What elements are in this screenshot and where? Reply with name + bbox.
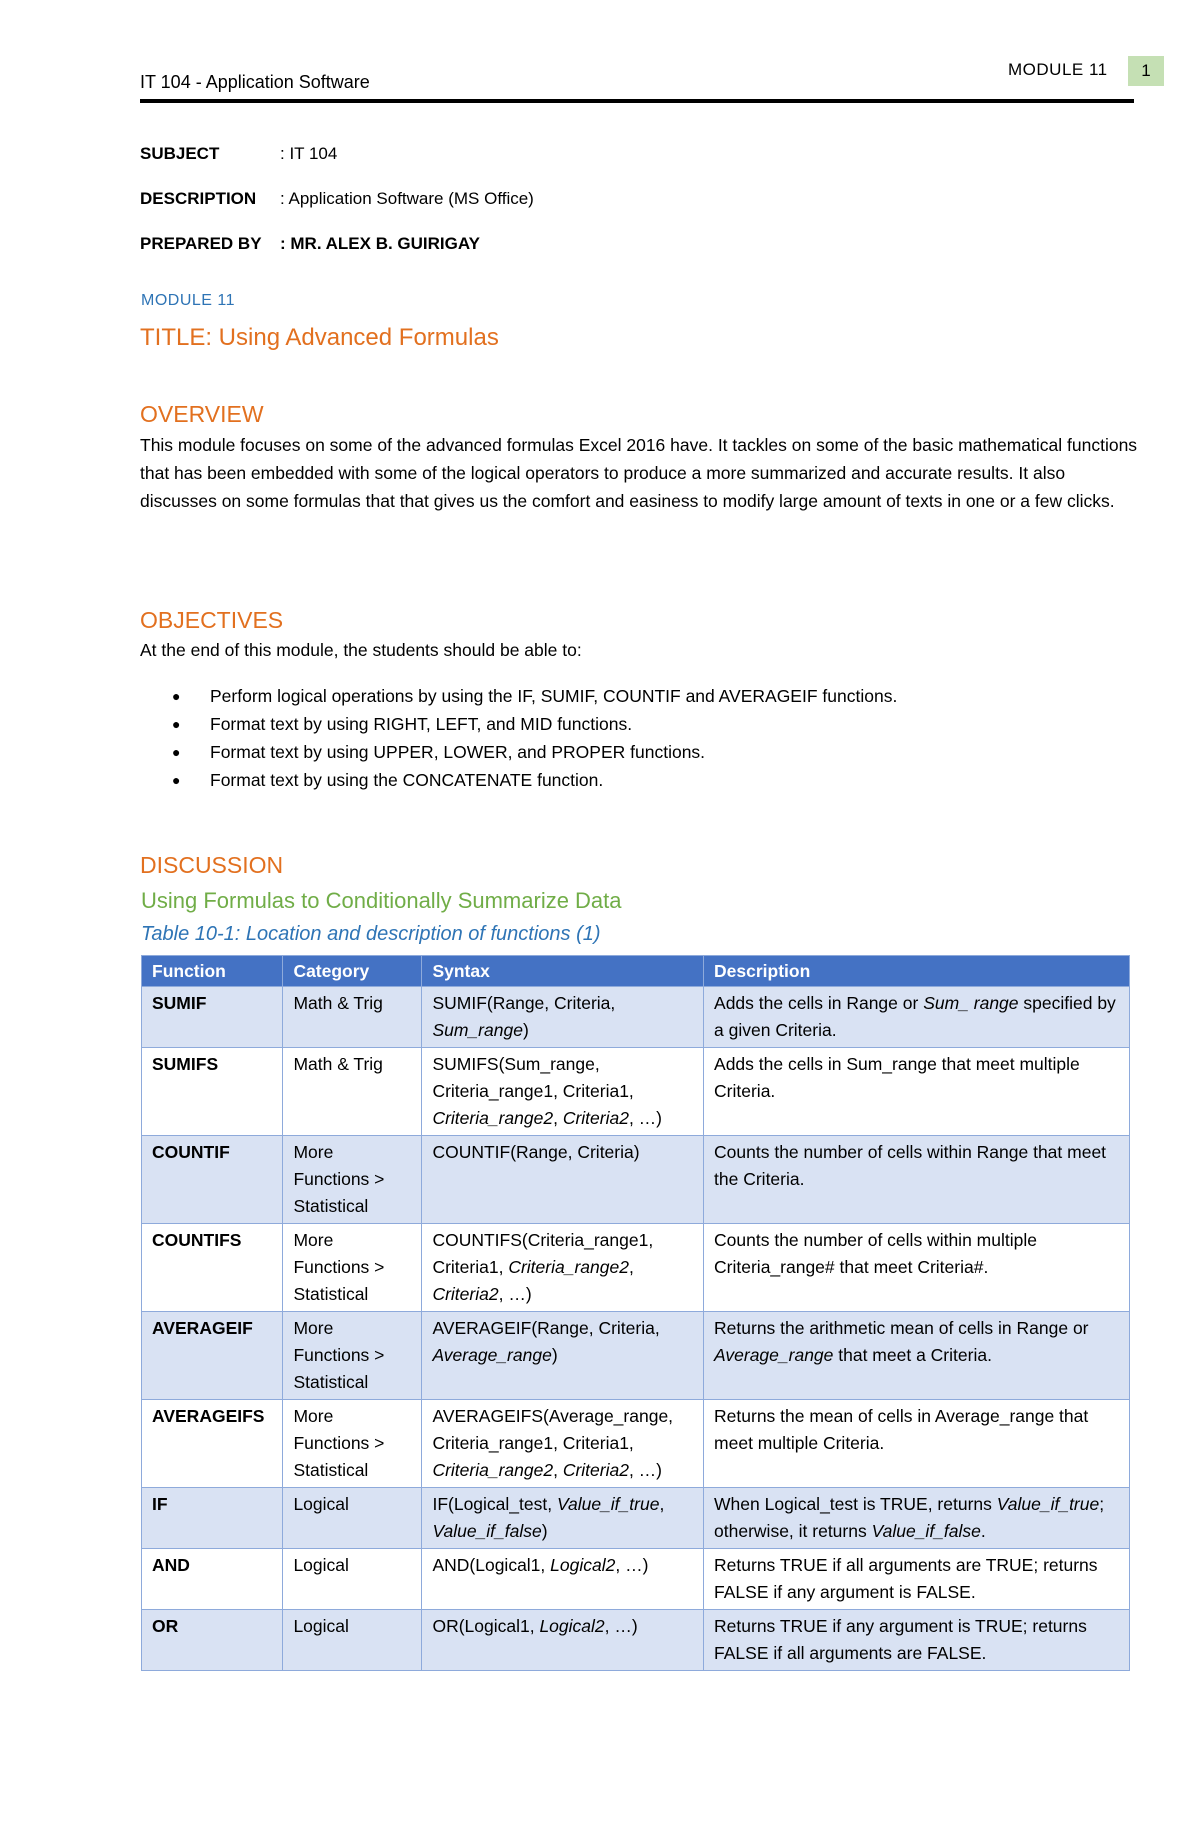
cell-category: Logical [283, 1488, 422, 1549]
cell-syntax [422, 1400, 704, 1488]
cell-text-run: Returns TRUE if all arguments are TRUE; returns FALSE if any argument is FALSE. [714, 1555, 1098, 1602]
cell-function: OR [142, 1610, 283, 1671]
list-item [140, 738, 897, 766]
cell-text-run: OR(Logical1, [432, 1616, 540, 1636]
cell-text-run: COUNTIFS(Criteria_range1, Criteria1, [432, 1230, 654, 1277]
functions-table [141, 955, 1130, 1671]
cell-text-run: Sum_range [432, 1020, 523, 1040]
cell-text-run: . [980, 1521, 986, 1541]
cell-description [704, 1488, 1130, 1549]
table-row [142, 987, 1130, 1048]
meta-description-value: : Application Software (MS Office) [280, 189, 534, 208]
cell-text-run: Adds the cells in Range or [714, 993, 924, 1013]
cell-text-run: Criteria_range2 [508, 1257, 629, 1277]
cell-text-run: ) [522, 1020, 529, 1040]
cell-description [704, 1312, 1130, 1400]
cell-syntax [422, 1136, 704, 1224]
column-header-syntax: Syntax [422, 956, 704, 987]
cell-text-run: AND(Logical1, [432, 1555, 551, 1575]
cell-text-run: Returns the arithmetic mean of cells in Range or [714, 1318, 1089, 1338]
cell-text-run: Criteria2 [562, 1108, 629, 1128]
bullet-icon: ● [172, 772, 181, 788]
list-item [140, 766, 897, 794]
table-row [142, 1312, 1130, 1400]
meta-subject [140, 144, 534, 189]
cell-text-run: specified by a given Criteria. [714, 993, 1116, 1040]
cell-description [704, 1400, 1130, 1488]
cell-text-run: Value_if_false [871, 1521, 981, 1541]
cell-description [704, 987, 1130, 1048]
cell-text-run: Criteria2 [562, 1460, 629, 1480]
bullet-icon: ● [172, 688, 181, 704]
cell-text-run: Criteria_range2 [432, 1460, 554, 1480]
cell-text-run: , …) [615, 1555, 649, 1575]
cell-text-run: Value_if_true [556, 1494, 660, 1514]
table-row [142, 1610, 1130, 1671]
overview-text: This module focuses on some of the advanced formulas Excel 2016 have. It tackles on some of the basic mathematical functions that has been embedded with some of the logical operators to produce a more summarized and accurate results. It also discusses on some formulas that that gives us the comfort and easiness to modify large amount of texts in one or a few clicks. [140, 435, 1138, 511]
table-row [142, 1488, 1130, 1549]
cell-category: More Functions > Statistical [283, 1400, 422, 1488]
cell-text-run: ; otherwise, it returns [714, 1494, 1105, 1541]
cell-text-run: Logical2 [550, 1555, 616, 1575]
cell-text-run: , …) [628, 1460, 663, 1480]
cell-text-run: , [553, 1460, 563, 1480]
cell-text-run: that meet a Criteria. [833, 1345, 992, 1365]
cell-description [704, 1136, 1130, 1224]
cell-category: Math & Trig [283, 987, 422, 1048]
cell-description [704, 1048, 1130, 1136]
cell-function: IF [142, 1488, 283, 1549]
meta-prepared-label: PREPARED BY [140, 234, 262, 253]
cell-syntax [422, 1610, 704, 1671]
cell-text-run: , [553, 1108, 563, 1128]
cell-text-run: Average_range [432, 1345, 552, 1365]
module-label: MODULE 11 [141, 292, 236, 309]
cell-text-run: , …) [604, 1616, 638, 1636]
cell-text-run: Counts the number of cells within Range that meet the Criteria. [714, 1142, 1107, 1189]
meta-subject-label: SUBJECT [140, 144, 220, 163]
cell-syntax [422, 1224, 704, 1312]
cell-text-run: Returns the mean of cells in Average_range that meet multiple Criteria. [714, 1406, 1089, 1453]
meta-subject-value: : IT 104 [280, 144, 338, 163]
table-row [142, 1400, 1130, 1488]
cell-category: Logical [283, 1610, 422, 1671]
cell-function: AVERAGEIF [142, 1312, 283, 1400]
objectives-list [140, 682, 897, 794]
objective-text: Format text by using UPPER, LOWER, and PROPER functions. [210, 741, 706, 762]
cell-description [704, 1549, 1130, 1610]
cell-text-run: Adds the cells in Sum_range that meet multiple Criteria. [714, 1054, 1080, 1101]
cell-text-run: Criteria2 [432, 1284, 499, 1304]
cell-category: More Functions > Statistical [283, 1312, 422, 1400]
cell-text-run: ) [551, 1345, 558, 1365]
cell-text-run: SUMIF(Range, Criteria, [432, 993, 616, 1013]
cell-text-run: , …) [628, 1108, 663, 1128]
objective-text: Format text by using RIGHT, LEFT, and MID functions. [210, 713, 633, 734]
table-header-row [142, 956, 1130, 987]
cell-description [704, 1224, 1130, 1312]
header-rule [140, 99, 1134, 103]
bullet-icon: ● [172, 744, 181, 760]
cell-syntax [422, 1549, 704, 1610]
meta-block [140, 144, 534, 279]
cell-text-run: , [628, 1257, 634, 1277]
cell-text-run: AVERAGEIFS(Average_range, Criteria_range1, Criteria1, [432, 1406, 674, 1453]
meta-description-label: DESCRIPTION [140, 189, 257, 208]
cell-syntax [422, 1312, 704, 1400]
cell-syntax [422, 1048, 704, 1136]
cell-text-run: Counts the number of cells within multiple Criteria_range# that meet Criteria#. [714, 1230, 1037, 1277]
column-header-category: Category [283, 956, 422, 987]
cell-text-run: AVERAGEIF(Range, Criteria, [432, 1318, 660, 1338]
meta-prepared [140, 234, 534, 279]
cell-syntax [422, 1488, 704, 1549]
table-row [142, 1048, 1130, 1136]
cell-text-run: Logical2 [539, 1616, 605, 1636]
meta-prepared-value: : MR. ALEX B. GUIRIGAY [280, 234, 480, 253]
cell-function: SUMIF [142, 987, 283, 1048]
cell-category: Logical [283, 1549, 422, 1610]
cell-text-run: , …) [498, 1284, 532, 1304]
list-item [140, 682, 897, 710]
cell-function: COUNTIF [142, 1136, 283, 1224]
discussion-heading: DISCUSSION [140, 852, 284, 878]
cell-function: AND [142, 1549, 283, 1610]
cell-text-run: IF(Logical_test, [432, 1494, 557, 1514]
objectives-intro: At the end of this module, the students should be able to: [140, 640, 582, 660]
cell-text-run: COUNTIF(Range, Criteria) [432, 1142, 640, 1162]
cell-syntax [422, 987, 704, 1048]
list-item [140, 710, 897, 738]
cell-category: Math & Trig [283, 1048, 422, 1136]
cell-function: AVERAGEIFS [142, 1400, 283, 1488]
table-row [142, 1549, 1130, 1610]
objectives-heading: OBJECTIVES [140, 607, 284, 633]
cell-text-run: ) [541, 1521, 548, 1541]
overview-heading: OVERVIEW [140, 401, 264, 427]
cell-text-run: Criteria_range2 [432, 1108, 554, 1128]
cell-text-run: Value_if_false [432, 1521, 542, 1541]
objective-text: Format text by using the CONCATENATE function. [210, 769, 604, 790]
objective-text: Perform logical operations by using the IF, SUMIF, COUNTIF and AVERAGEIF functions. [210, 685, 898, 706]
cell-text-run: Sum_ range [923, 993, 1019, 1013]
discussion-subheading: Using Formulas to Conditionally Summarize Data [141, 888, 622, 913]
column-header-function: Function [142, 956, 283, 987]
table-row [142, 1224, 1130, 1312]
cell-text-run: SUMIFS(Sum_range, Criteria_range1, Criteria1, [432, 1054, 634, 1101]
cell-text-run: Average_range [714, 1345, 834, 1365]
meta-description [140, 189, 534, 234]
cell-text-run: , [659, 1494, 665, 1514]
cell-function: SUMIFS [142, 1048, 283, 1136]
cell-text-run: When Logical_test is TRUE, returns [714, 1494, 997, 1514]
cell-text-run: Returns TRUE if any argument is TRUE; returns FALSE if all arguments are FALSE. [714, 1616, 1087, 1663]
table-body [142, 987, 1130, 1671]
cell-text-run: Value_if_true [996, 1494, 1100, 1514]
table-row [142, 1136, 1130, 1224]
bullet-icon: ● [172, 716, 181, 732]
cell-category: More Functions > Statistical [283, 1136, 422, 1224]
cell-description [704, 1610, 1130, 1671]
page-number: 1 [1128, 56, 1164, 86]
cell-category: More Functions > Statistical [283, 1224, 422, 1312]
column-header-description: Description [704, 956, 1130, 987]
page-title: TITLE: Using Advanced Formulas [140, 324, 499, 351]
header-module: MODULE 11 [1008, 60, 1108, 79]
header-course: IT 104 - Application Software [140, 72, 370, 92]
table-caption: Table 10-1: Location and description of functions (1) [141, 923, 601, 945]
cell-function: COUNTIFS [142, 1224, 283, 1312]
